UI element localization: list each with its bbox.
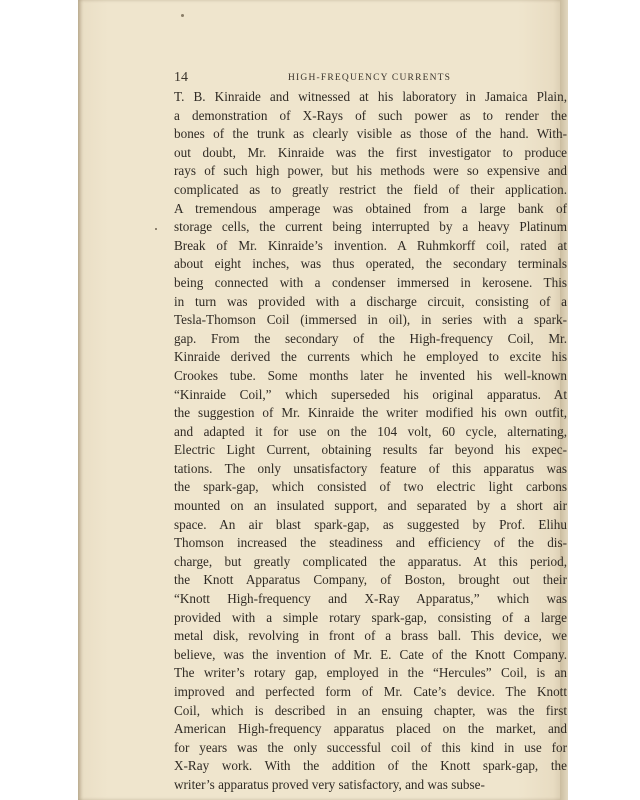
text-line: the Knott Apparatus Company, of Boston, brought out their bbox=[174, 572, 567, 588]
text-line: Electric Light Current, obtaining results far beyond his expec- bbox=[174, 442, 567, 458]
margin-mark bbox=[155, 228, 157, 230]
text-line: a demonstration of X-Rays of such power as to render the bbox=[174, 107, 567, 123]
text-line: bones of the trunk as clearly visible as those of the hand. With- bbox=[174, 126, 567, 142]
text-line: about eight inches, was thus operated, the secondary terminals bbox=[174, 256, 567, 272]
text-line: improved and perfected form of Mr. Cate’s device. The Knott bbox=[174, 684, 567, 699]
text-line: rays of such high power, but his methods were so expensive and bbox=[174, 163, 567, 179]
text-line: Kinraide derived the currents which he employed to excite his bbox=[174, 349, 567, 365]
text-line: A tremendous amperage was obtained from a large bank of bbox=[174, 200, 567, 216]
text-line: gap. From the secondary of the High-frequency Coil, Mr. bbox=[174, 330, 567, 346]
text-line: space. An air blast spark-gap, as suggested by Prof. Elihu bbox=[174, 516, 567, 532]
text-line: the suggestion of Mr. Kinraide the writer modified his own outfit, bbox=[174, 405, 567, 421]
page-header bbox=[174, 70, 567, 88]
text-line: Crookes tube. Some months later he invented his well-known bbox=[174, 367, 567, 383]
text-line: complicated as to greatly restrict the field of their application. bbox=[174, 181, 567, 197]
text-line: metal disk, revolving in front of a brass ball. This device, we bbox=[174, 628, 567, 644]
text-line: writer’s apparatus proved very satisfactory, and was subse- bbox=[174, 776, 485, 792]
text-line: mounted on an insulated support, and separated by a short air bbox=[174, 498, 567, 514]
text-line: tations. The only unsatisfactory feature of this apparatus was bbox=[174, 460, 567, 476]
text-line: Thomson increased the steadiness and efficiency of the dis- bbox=[174, 535, 567, 551]
text-line: for years was the only successful coil of this kind in use for bbox=[174, 739, 567, 755]
text-line: Break of Mr. Kinraide’s invention. A Ruhmkorff coil, rated at bbox=[174, 237, 567, 253]
text-line: being connected with a condenser immersed in kerosene. This bbox=[174, 274, 567, 290]
text-line: believe, was the invention of Mr. E. Cate of the Knott Company. bbox=[174, 646, 567, 662]
running-title: HIGH-FREQUENCY CURRENTS bbox=[288, 73, 452, 83]
text-line: Tesla-Thomson Coil (immersed in oil), in series with a spark- bbox=[174, 312, 567, 328]
text-line: “Knott High-frequency and X-Ray Apparatus,” which was bbox=[174, 591, 567, 607]
page-number: 14 bbox=[174, 70, 188, 85]
text-line: “Kinraide Coil,” which superseded his original apparatus. At bbox=[174, 386, 567, 402]
text-line: storage cells, the current being interrupted by a heavy Platinum bbox=[174, 219, 567, 235]
text-line: Coil, which is described in an ensuing chapter, was the first bbox=[174, 702, 567, 718]
text-line: in turn was provided with a discharge circuit, consisting of a bbox=[174, 293, 567, 309]
body-text bbox=[174, 88, 567, 795]
text-line: X-Ray work. With the addition of the Knott spark-gap, the bbox=[174, 758, 567, 774]
text-line: T. B. Kinraide and witnessed at his laboratory in Jamaica Plain, bbox=[174, 89, 567, 104]
text-line: The writer’s rotary gap, employed in the “Hercules” Coil, is an bbox=[174, 665, 567, 681]
text-line: the spark-gap, which consisted of two electric light carbons bbox=[174, 479, 567, 495]
text-line: provided with a simple rotary spark-gap, consisting of a large bbox=[174, 609, 567, 625]
paper-speck bbox=[181, 14, 184, 17]
text-line: charge, but greatly complicated the apparatus. At this period, bbox=[174, 553, 567, 569]
text-line: American High-frequency apparatus placed on the market, and bbox=[174, 721, 567, 737]
text-line: out doubt, Mr. Kinraide was the first investigator to produce bbox=[174, 144, 567, 160]
text-line: and adapted it for use on the 104 volt, 60 cycle, alternating, bbox=[174, 423, 567, 439]
